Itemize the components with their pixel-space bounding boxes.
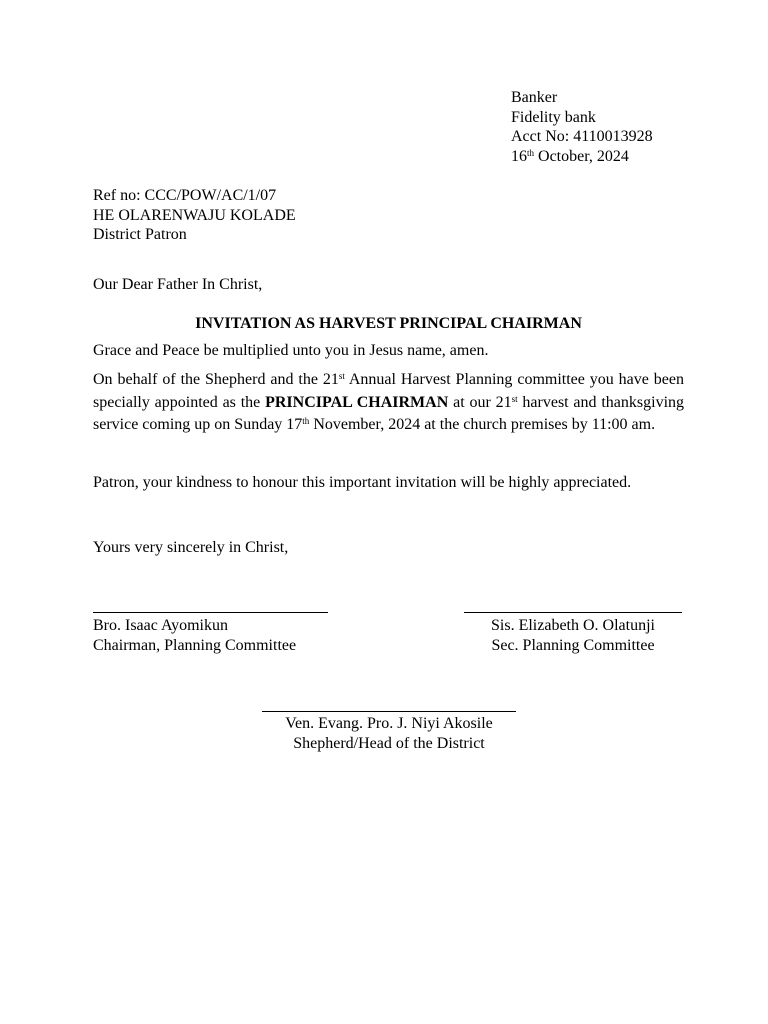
sender-line-account: Acct No: 4110013928 (511, 128, 653, 145)
closing-line: Yours very sincerely in Christ, (93, 539, 289, 556)
signatory-role: Sec. Planning Committee (491, 636, 655, 654)
sender-line-banker: Banker (511, 89, 558, 106)
para1-sup-2: st (511, 393, 518, 404)
para1-bold-role: PRINCIPAL CHAIRMAN (265, 393, 449, 411)
body-paragraph-2: Patron, your kindness to honour this important invitation will be highly appreciated. (93, 474, 632, 491)
greeting-line: Grace and Peace be multiplied unto you in Jesus name, amen. (93, 342, 489, 359)
signatory-name: Bro. Isaac Ayomikun (93, 617, 228, 634)
sender-line-bank: Fidelity bank (511, 108, 596, 126)
date-day: 16 (511, 147, 527, 165)
body-paragraph-1 (93, 369, 684, 437)
letter-date (511, 147, 653, 167)
signatory-role: Chairman, Planning Committee (93, 636, 297, 654)
signature-line-secretary (464, 612, 682, 613)
recipient-block (93, 186, 296, 245)
para1-sup-1: st (338, 371, 345, 381)
signature-line-chairman (93, 612, 328, 613)
subject-heading: INVITATION AS HARVEST PRINCIPAL CHAIRMAN (195, 315, 582, 332)
salutation: Our Dear Father In Christ, (93, 276, 263, 293)
recipient-name: HE OLARENWAJU KOLADE (93, 206, 296, 224)
signatory-shepherd (262, 714, 516, 753)
para1-text-3: at our 21 (448, 393, 512, 411)
para1-sup-3: th (302, 416, 310, 426)
para1-text-1: On behalf of the Shepherd and the 21 (93, 371, 339, 388)
date-suffix: th (527, 147, 535, 158)
signature-line-shepherd (262, 711, 516, 712)
reference-number: Ref no: CCC/POW/AC/1/07 (93, 187, 277, 204)
para1-text-5: November, 2024 at the church premises by 11:00 am. (309, 416, 656, 433)
signatory-role: Shepherd/Head of the District (293, 734, 485, 752)
para1-text-4: harvest and thanksgiving service coming up on Sunday 17 (93, 393, 685, 433)
para1-text-2: Annual Harvest Planning committee you have been specially appointed as the (93, 371, 684, 411)
sender-address-block (511, 88, 653, 166)
signatory-name: Sis. Elizabeth O. Olatunji (491, 617, 655, 634)
signatory-chairman (93, 616, 296, 655)
signatory-name: Ven. Evang. Pro. J. Niyi Akosile (285, 715, 493, 732)
recipient-title: District Patron (93, 226, 187, 243)
date-rest: October, 2024 (534, 147, 629, 165)
signatory-secretary (464, 616, 682, 655)
